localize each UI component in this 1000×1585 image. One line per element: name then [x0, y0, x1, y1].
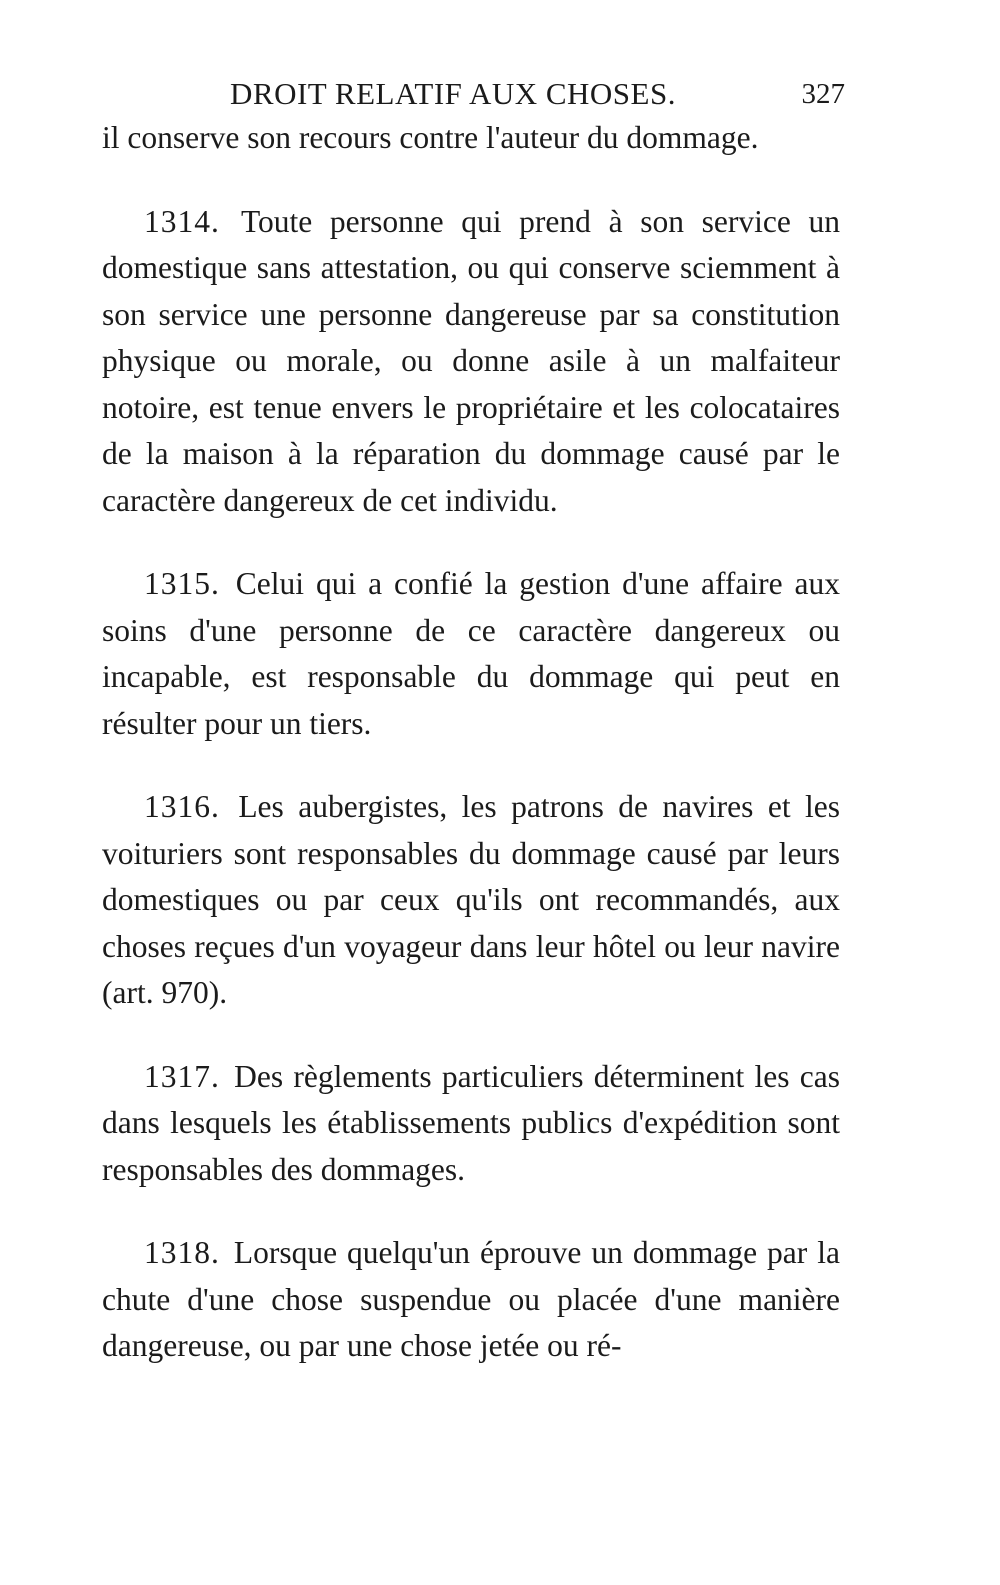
body-text: [102, 115, 840, 1370]
page-number: 327: [801, 78, 845, 110]
article-text: Toute personne qui prend à son service un domestique sans attestation, ou qui conserve sciemment à son service une personne dangereuse par sa constitution physique ou morale, ou donne asile à un malfaiteur notoire, est tenue envers le propriétaire et les colocataires de la maison à la réparation du dommage causé par le caractère dangereux de cet individu.: [102, 203, 840, 518]
article-text: Celui qui a confié la gestion d'une affaire aux soins d'une personne de ce caractère dangereux ou incapable, est responsable du dommage qui peut en résulter pour un tiers.: [102, 566, 840, 741]
article-text: Les aubergistes, les patrons de navires et les voituriers sont responsables du dommage causé par leurs domestiques ou par ceux qu'ils ont recommandés, aux choses reçues d'un voyageur dans leur hôtel ou leur navire (art. 970).: [102, 789, 840, 1010]
article-1318: [102, 1230, 840, 1370]
continuation-paragraph: il conserve son recours contre l'auteur du dommage.: [102, 120, 759, 155]
article-text: Des règlements particuliers déterminent les cas dans lesquels les établissements publics d'expédition sont responsables des dommages.: [102, 1058, 840, 1187]
article-number: 1316.: [144, 789, 220, 824]
article-1315: [102, 561, 840, 747]
article-1317: [102, 1054, 840, 1194]
article-1314: [102, 199, 840, 525]
article-1316: [102, 784, 840, 1017]
article-number: 1318.: [144, 1235, 220, 1270]
running-head: [100, 70, 845, 114]
article-text: Lorsque quelqu'un éprouve un dommage par la chute d'une chose suspendue ou placée d'une manière dangereuse, ou par une chose jetée ou ré-: [102, 1235, 840, 1363]
article-number: 1315.: [144, 566, 220, 601]
article-number: 1314.: [144, 203, 220, 239]
running-title: DROIT RELATIF AUX CHOSES.: [230, 76, 676, 111]
article-number: 1317.: [144, 1058, 220, 1094]
